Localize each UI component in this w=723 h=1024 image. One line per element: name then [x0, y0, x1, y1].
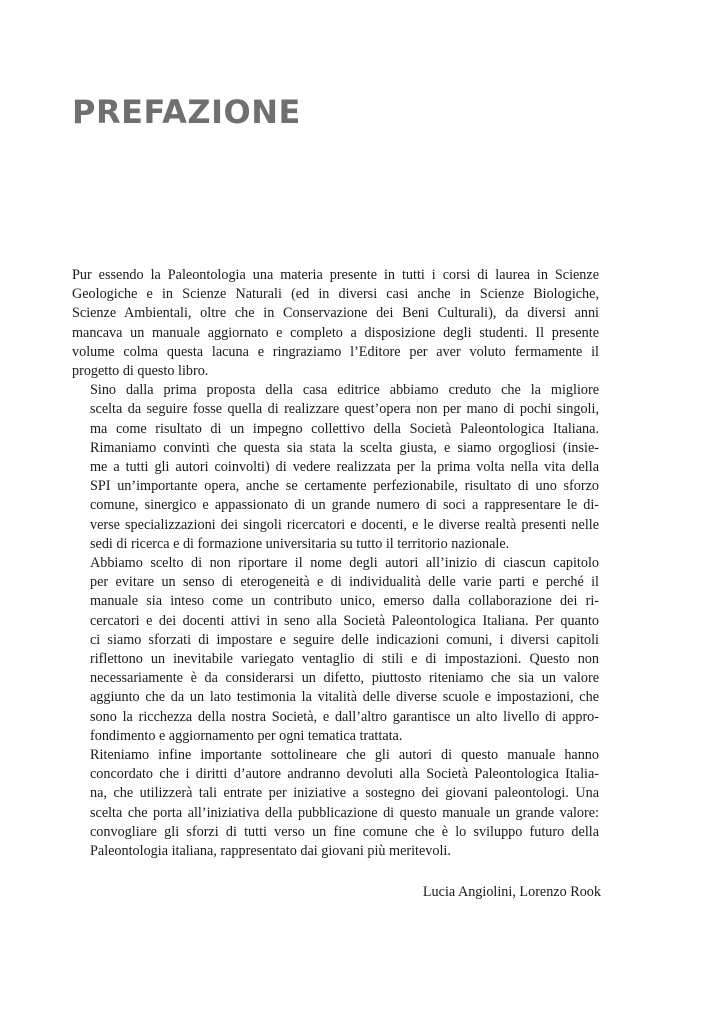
text-line: cercatori e dei docenti attivi in seno alla Società Paleontologica Italiana. Per quanto [90, 612, 599, 629]
text-line: SPI un’importante opera, anche se certamente perfezionabile, risultato di uno sforzo [90, 478, 599, 495]
text-line: sedi di ricerca e di formazione universitaria su tutto il territorio nazionale. [90, 535, 510, 552]
text-line: ci siamo sforzati di impostare e seguire delle indicazioni comuni, i diversi capitoli [90, 631, 599, 648]
text-line: Pur essendo la Paleontologia una materia presente in tutti i corsi di laurea in Scienze [72, 267, 599, 283]
text-line: Paleontologia italiana, rappresentato dai giovani più meritevoli. [90, 843, 451, 860]
text-line: me a tutti gli autori coinvolti) di vedere realizzata per la prima volta nella vita della [90, 459, 599, 476]
text-line: scelta che porta all’iniziativa della pubblicazione di questo manuale un grande valore: [90, 804, 599, 821]
text-line: fondimento e aggiornamento per ogni tematica trattata. [90, 727, 403, 744]
text-line: convogliare gli sforzi di tutti verso un fine comune che è lo sviluppo futuro della [90, 823, 599, 840]
paragraph-3 [72, 554, 599, 746]
text-line: na, che utilizzerà tali entrate per iniziative a sostegno dei giovani paleontologi. Una [90, 785, 599, 802]
text-line: Riteniamo infine importante sottolineare che gli autori di questo manuale hanno [90, 747, 599, 764]
text-line: concordato che i diritti d’autore andranno devoluti alla Società Paleontologica Italia- [90, 766, 599, 783]
author-signature: Lucia Angiolini, Lorenzo Rook [422, 884, 601, 900]
text-line: Geologiche e in Scienze Naturali (ed in diversi casi anche in Scienze Biologiche, [72, 286, 599, 303]
text-line: aggiunto che da un lato testimonia la vitalità delle diverse scuole e impostazioni, che [90, 689, 599, 706]
text-line: comune, sinergico e appassionato di un grande numero di soci a rappresentare le di- [90, 497, 599, 514]
paragraph-4 [72, 746, 599, 861]
text-line: per evitare un senso di eterogeneità e di individualità delle varie parti e perché il [90, 574, 599, 591]
paragraph-1 [72, 266, 599, 381]
text-line: necessariamente è da considerarsi un difetto, piuttosto riteniamo che sia un valore [90, 670, 599, 687]
text-line: manuale sia inteso come un contributo unico, emerso dalla collaborazione dei ri- [90, 593, 599, 610]
text-line: sono la ricchezza della nostra Società, e dall’altro garantisce un alto livello di appro- [90, 708, 599, 725]
text-line: verse specializzazioni dei singoli ricercatori e docenti, e le diverse realtà presenti nelle [90, 516, 599, 533]
text-line: mancava un manuale aggiornato e completo a disposizione degli studenti. Il presente [72, 324, 599, 341]
text-line: ma come risultato di un impegno collettivo della Società Paleontologica Italiana. [90, 420, 599, 437]
text-line: Rimaniamo convinti che questa sia stata la scelta giusta, e siamo orgogliosi (insie- [90, 439, 599, 456]
text-line: volume colma questa lacuna e ringraziamo l’Editore per aver voluto fermamente il [72, 343, 599, 360]
text-line: riflettono un inevitabile variegato ventaglio di stili e di impostazioni. Questo non [90, 651, 599, 668]
text-line: Abbiamo scelto di non riportare il nome degli autori all’inizio di ciascun capitolo [90, 555, 599, 572]
text-line: Scienze Ambientali, oltre che in Conservazione dei Beni Culturali), da diversi anni [72, 305, 599, 322]
page-title: PREFAZIONE [72, 93, 301, 131]
preface-body [72, 266, 599, 861]
paragraph-2 [72, 381, 599, 554]
text-line: Sino dalla prima proposta della casa editrice abbiamo creduto che la migliore [90, 382, 599, 399]
text-line: scelta da seguire fosse quella di realizzare quest’opera non per mano di pochi singoli, [90, 401, 599, 418]
text-line: progetto di questo libro. [72, 363, 209, 380]
